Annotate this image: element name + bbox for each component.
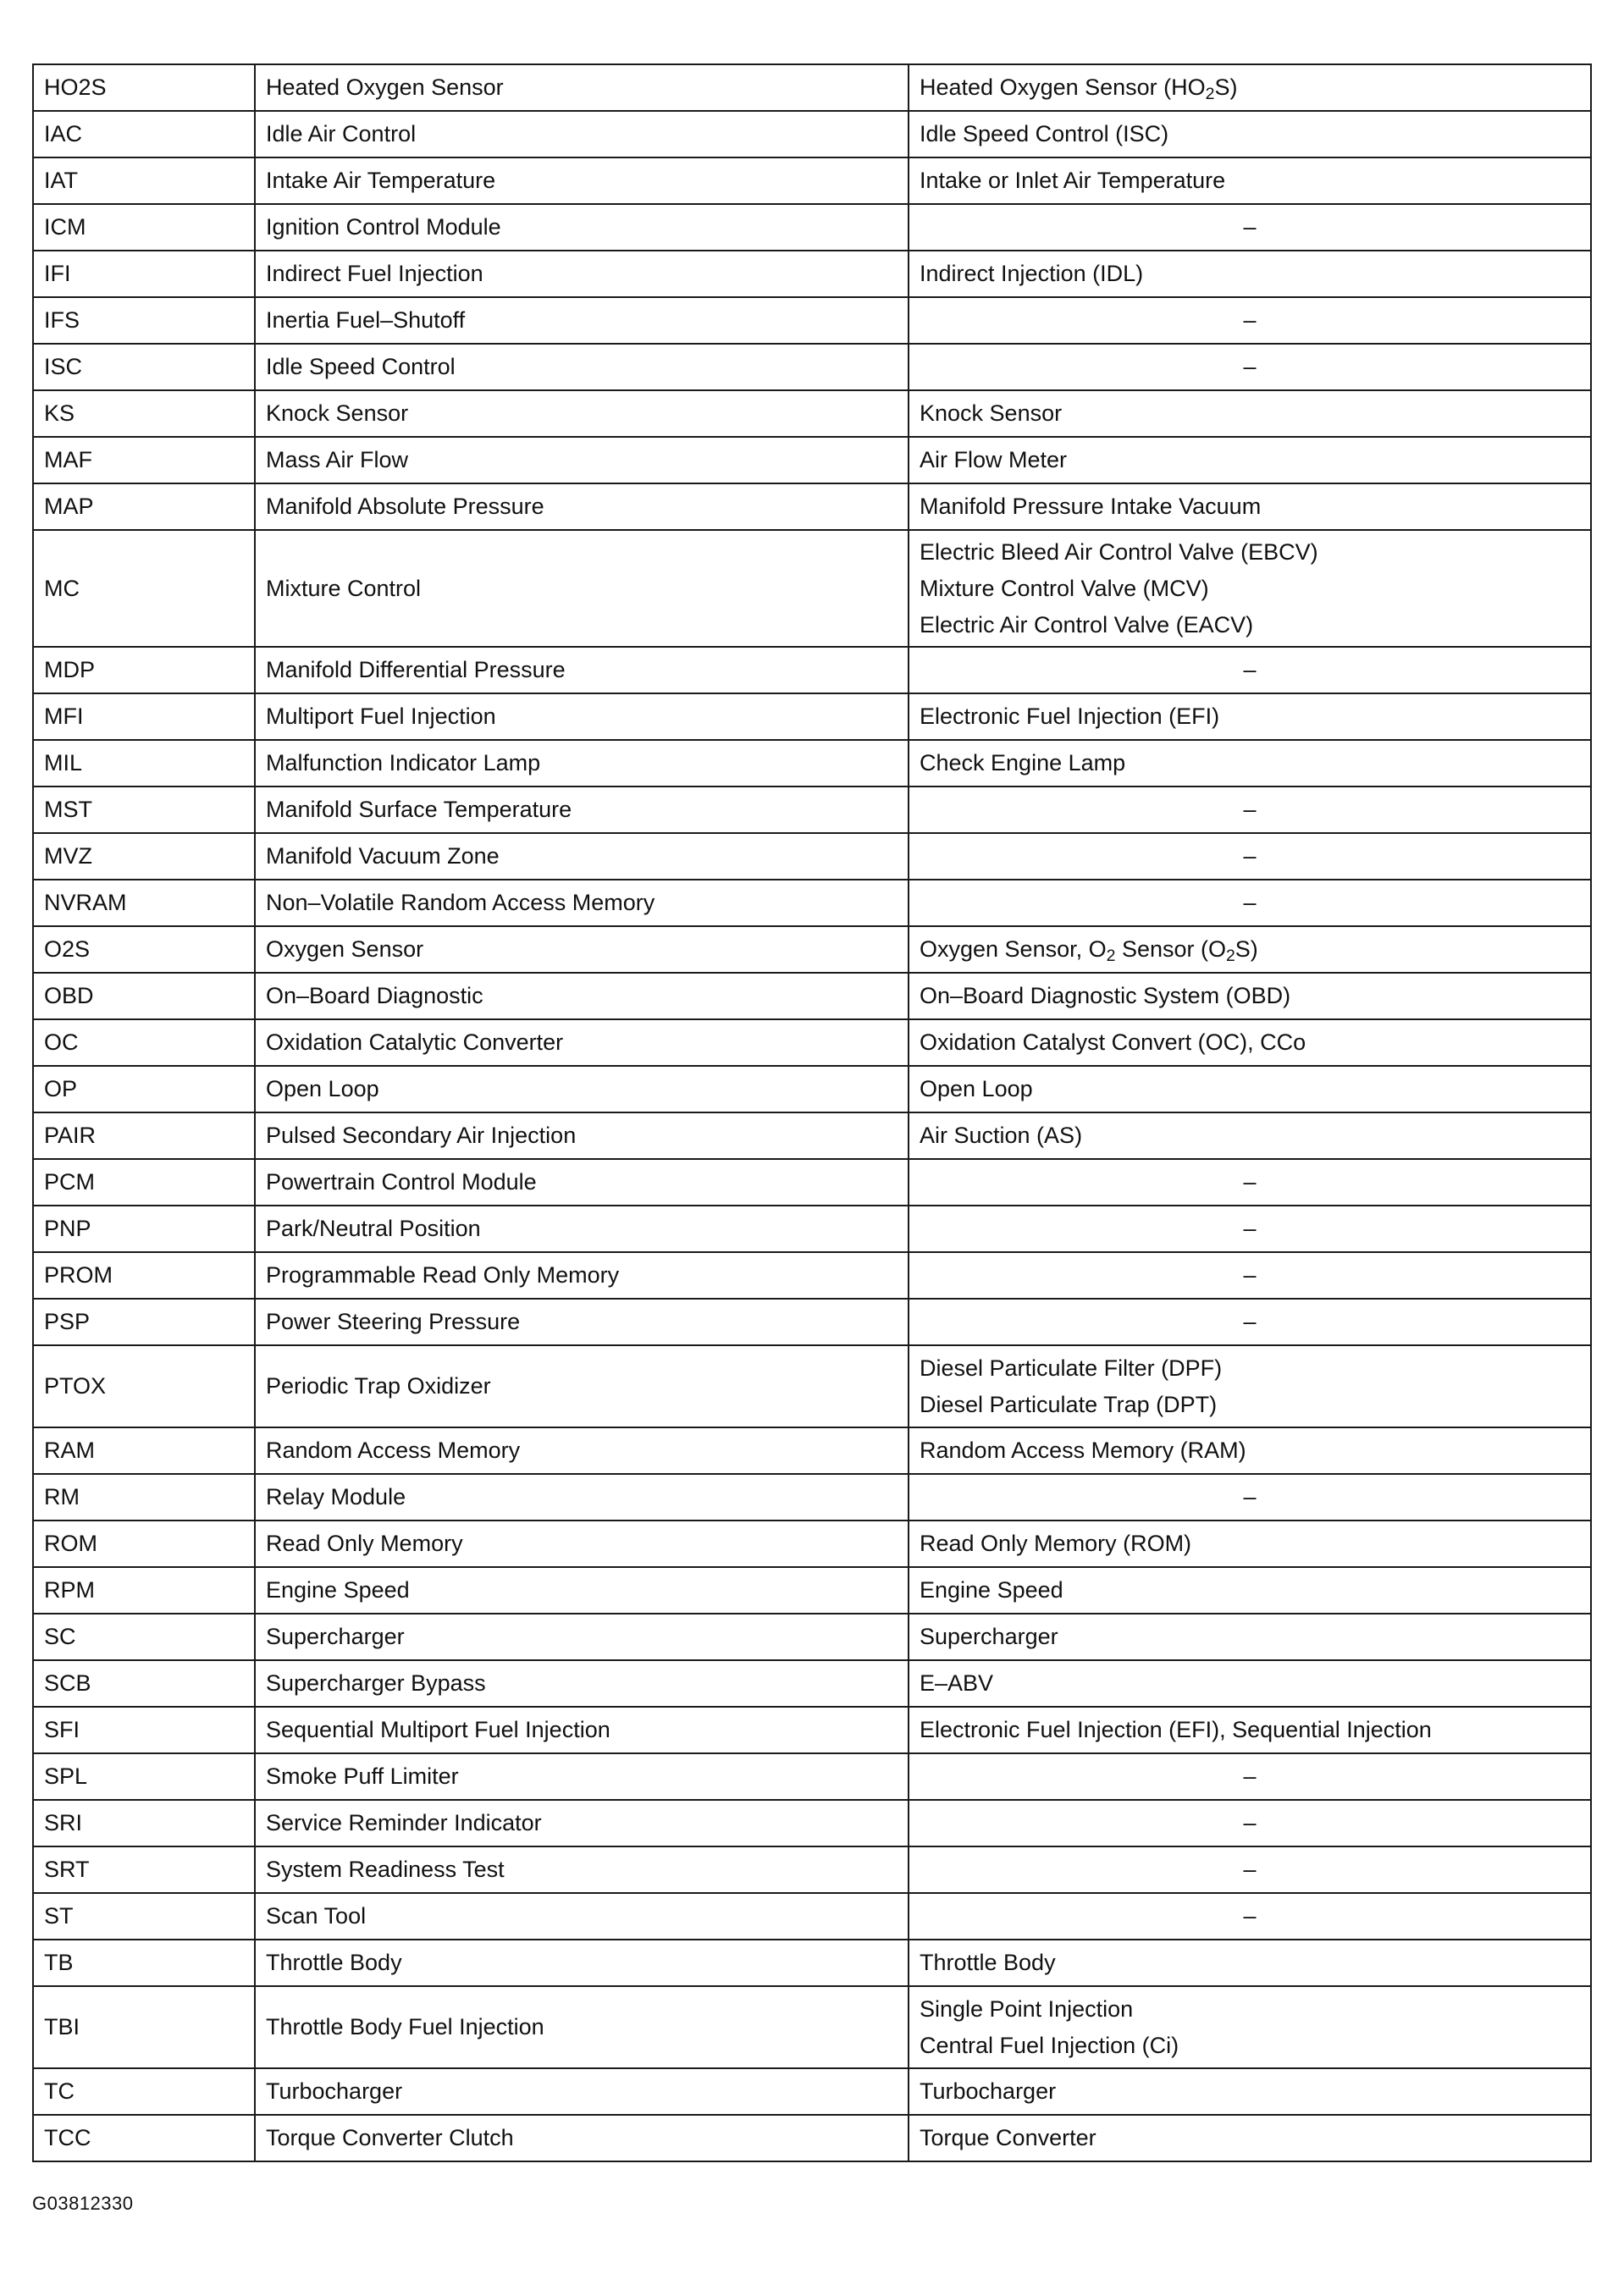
abbreviation-cell: RM	[33, 1474, 255, 1521]
equivalent-line: –	[1243, 1262, 1257, 1288]
table-row	[33, 2068, 1591, 2115]
equivalent-line: Manifold Pressure Intake Vacuum	[920, 494, 1262, 519]
equivalent-line: Air Flow Meter	[920, 447, 1068, 472]
abbreviation-cell: ST	[33, 1893, 255, 1940]
table-row	[33, 880, 1591, 926]
abbreviation-cell: ROM	[33, 1521, 255, 1567]
equivalent-cell	[909, 1893, 1591, 1940]
equivalent-cell	[909, 251, 1591, 297]
equivalent-line: Random Access Memory (RAM)	[920, 1438, 1246, 1463]
abbreviation-cell: MVZ	[33, 833, 255, 880]
table-row	[33, 926, 1591, 973]
equivalent-line: –	[1243, 657, 1257, 682]
term-cell: Non–Volatile Random Access Memory	[255, 880, 909, 926]
table-row	[33, 1846, 1591, 1893]
equivalent-line: Air Suction (AS)	[920, 1123, 1083, 1148]
equivalent-line: E–ABV	[920, 1670, 994, 1696]
equivalent-cell	[909, 1206, 1591, 1252]
equivalent-line: –	[1243, 214, 1257, 240]
equivalent-cell	[909, 1614, 1591, 1660]
equivalent-cell	[909, 740, 1591, 787]
abbreviation-cell: IFS	[33, 297, 255, 344]
term-cell: Inertia Fuel–Shutoff	[255, 297, 909, 344]
subscript: 2	[1106, 946, 1116, 965]
abbreviation-cell: SFI	[33, 1707, 255, 1753]
abbreviation-cell: SC	[33, 1614, 255, 1660]
equivalent-line: Open Loop	[920, 1076, 1033, 1101]
subscript: 2	[1205, 84, 1215, 103]
equivalent-line: Electronic Fuel Injection (EFI)	[920, 704, 1220, 729]
table-row	[33, 1427, 1591, 1474]
equivalent-cell	[909, 344, 1591, 390]
text-segment: S)	[1214, 75, 1238, 100]
equivalent-line	[920, 69, 1580, 106]
equivalent-cell	[909, 437, 1591, 483]
term-cell: Power Steering Pressure	[255, 1299, 909, 1345]
term-cell: Park/Neutral Position	[255, 1206, 909, 1252]
table-row	[33, 833, 1591, 880]
abbreviation-cell: MDP	[33, 647, 255, 693]
table-row	[33, 297, 1591, 344]
table-row	[33, 1474, 1591, 1521]
abbreviation-cell: O2S	[33, 926, 255, 973]
table-row	[33, 64, 1591, 111]
equivalent-line: –	[1243, 1216, 1257, 1241]
abbreviation-cell: PCM	[33, 1159, 255, 1206]
equivalent-line: Central Fuel Injection (Ci)	[920, 2032, 1179, 2058]
equivalent-cell	[909, 926, 1591, 973]
abbreviation-cell: MAF	[33, 437, 255, 483]
equivalent-cell	[909, 483, 1591, 530]
abbreviation-cell: PROM	[33, 1252, 255, 1299]
abbreviation-cell: PAIR	[33, 1112, 255, 1159]
abbreviation-cell: ICM	[33, 204, 255, 251]
table-row	[33, 390, 1591, 437]
equivalent-line: –	[1243, 1857, 1257, 1882]
equivalent-line: Supercharger	[920, 1624, 1058, 1649]
abbreviation-cell: MFI	[33, 693, 255, 740]
term-cell: Throttle Body Fuel Injection	[255, 1986, 909, 2068]
equivalent-cell	[909, 647, 1591, 693]
abbreviation-cell: MST	[33, 787, 255, 833]
equivalent-line: Indirect Injection (IDL)	[920, 261, 1144, 286]
abbreviation-cell: SRI	[33, 1800, 255, 1846]
equivalent-cell	[909, 530, 1591, 647]
table-row	[33, 437, 1591, 483]
term-cell: Random Access Memory	[255, 1427, 909, 1474]
equivalent-line: Engine Speed	[920, 1577, 1063, 1603]
table-row	[33, 1066, 1591, 1112]
abbreviation-cell: SRT	[33, 1846, 255, 1893]
equivalent-line: Intake or Inlet Air Temperature	[920, 168, 1226, 193]
abbreviation-cell: MAP	[33, 483, 255, 530]
text-segment: Oxygen Sensor, O	[920, 936, 1107, 962]
term-cell: Relay Module	[255, 1474, 909, 1521]
abbreviation-cell: PSP	[33, 1299, 255, 1345]
equivalent-line: –	[1243, 1309, 1257, 1334]
equivalent-cell	[909, 833, 1591, 880]
equivalent-line: –	[1243, 890, 1257, 915]
subscript: 2	[1225, 946, 1235, 965]
equivalent-cell	[909, 2115, 1591, 2161]
term-cell: Periodic Trap Oxidizer	[255, 1345, 909, 1427]
term-cell: Heated Oxygen Sensor	[255, 64, 909, 111]
abbreviation-cell: TB	[33, 1940, 255, 1986]
table-row	[33, 1299, 1591, 1345]
term-cell: Supercharger Bypass	[255, 1660, 909, 1707]
term-cell: System Readiness Test	[255, 1846, 909, 1893]
table-row	[33, 1940, 1591, 1986]
abbreviation-cell: IAT	[33, 157, 255, 204]
equivalent-cell	[909, 64, 1591, 111]
equivalent-cell	[909, 1986, 1591, 2068]
equivalent-cell	[909, 693, 1591, 740]
table-row	[33, 1986, 1591, 2068]
table-row	[33, 1800, 1591, 1846]
table-row	[33, 1252, 1591, 1299]
text-segment: Sensor (O	[1115, 936, 1226, 962]
equivalent-cell	[909, 1800, 1591, 1846]
figure-code: G03812330	[32, 2193, 134, 2214]
text-segment: S)	[1235, 936, 1258, 962]
term-cell: Throttle Body	[255, 1940, 909, 1986]
abbreviation-cell: TCC	[33, 2115, 255, 2161]
term-cell: Open Loop	[255, 1066, 909, 1112]
table-row	[33, 1893, 1591, 1940]
equivalent-line: Idle Speed Control (ISC)	[920, 121, 1169, 146]
abbreviation-cell: IAC	[33, 111, 255, 157]
equivalent-line: Single Point Injection	[920, 1995, 1134, 2022]
term-cell: Smoke Puff Limiter	[255, 1753, 909, 1800]
table-body	[33, 64, 1591, 2161]
term-cell: Manifold Vacuum Zone	[255, 833, 909, 880]
equivalent-cell	[909, 297, 1591, 344]
term-cell: Pulsed Secondary Air Injection	[255, 1112, 909, 1159]
term-cell: Manifold Absolute Pressure	[255, 483, 909, 530]
abbreviation-cell: SCB	[33, 1660, 255, 1707]
abbreviation-cell: IFI	[33, 251, 255, 297]
term-cell: Turbocharger	[255, 2068, 909, 2115]
term-cell: Multiport Fuel Injection	[255, 693, 909, 740]
term-cell: Malfunction Indicator Lamp	[255, 740, 909, 787]
abbreviation-cell: SPL	[33, 1753, 255, 1800]
equivalent-line: On–Board Diagnostic System (OBD)	[920, 983, 1291, 1008]
table-row	[33, 1112, 1591, 1159]
equivalent-cell	[909, 1474, 1591, 1521]
table-row	[33, 111, 1591, 157]
term-cell: Torque Converter Clutch	[255, 2115, 909, 2161]
abbreviation-cell: OBD	[33, 973, 255, 1019]
term-cell: Powertrain Control Module	[255, 1159, 909, 1206]
abbreviation-table	[32, 63, 1592, 2162]
term-cell: Mixture Control	[255, 530, 909, 647]
equivalent-cell	[909, 973, 1591, 1019]
equivalent-cell	[909, 1753, 1591, 1800]
abbreviation-cell: PNP	[33, 1206, 255, 1252]
equivalent-line: –	[1243, 354, 1257, 379]
term-cell: Sequential Multiport Fuel Injection	[255, 1707, 909, 1753]
equivalent-cell	[909, 1345, 1591, 1427]
term-cell: Knock Sensor	[255, 390, 909, 437]
equivalent-line: –	[1243, 843, 1257, 869]
equivalent-line: Electric Air Control Valve (EACV)	[920, 611, 1254, 637]
equivalent-line: –	[1243, 307, 1257, 333]
table-row	[33, 530, 1591, 647]
term-cell: Indirect Fuel Injection	[255, 251, 909, 297]
equivalent-cell	[909, 1660, 1591, 1707]
term-cell: Scan Tool	[255, 1893, 909, 1940]
equivalent-cell	[909, 1112, 1591, 1159]
table-row	[33, 1345, 1591, 1427]
equivalent-line: –	[1243, 1763, 1257, 1789]
equivalent-line: –	[1243, 1810, 1257, 1835]
table-row	[33, 1019, 1591, 1066]
abbreviation-cell: MIL	[33, 740, 255, 787]
equivalent-line: –	[1243, 1484, 1257, 1510]
table-row	[33, 740, 1591, 787]
table-row	[33, 1521, 1591, 1567]
equivalent-cell	[909, 1299, 1591, 1345]
abbreviation-cell: TC	[33, 2068, 255, 2115]
equivalent-line: Turbocharger	[920, 2078, 1057, 2104]
equivalent-cell	[909, 1159, 1591, 1206]
table-row	[33, 251, 1591, 297]
term-cell: Oxygen Sensor	[255, 926, 909, 973]
equivalent-cell	[909, 1019, 1591, 1066]
term-cell: Manifold Differential Pressure	[255, 647, 909, 693]
equivalent-line: Electronic Fuel Injection (EFI), Sequential Injection	[920, 1717, 1432, 1742]
equivalent-line: Mixture Control Valve (MCV)	[920, 575, 1209, 601]
table-row	[33, 973, 1591, 1019]
abbreviation-cell: MC	[33, 530, 255, 647]
term-cell: Engine Speed	[255, 1567, 909, 1614]
equivalent-line: Knock Sensor	[920, 400, 1063, 426]
text-segment: Heated Oxygen Sensor (HO	[920, 75, 1206, 100]
table-row	[33, 693, 1591, 740]
equivalent-line: –	[1243, 1903, 1257, 1929]
table-row	[33, 1567, 1591, 1614]
equivalent-cell	[909, 390, 1591, 437]
equivalent-cell	[909, 1427, 1591, 1474]
term-cell: Ignition Control Module	[255, 204, 909, 251]
equivalent-cell	[909, 1521, 1591, 1567]
table-row	[33, 1707, 1591, 1753]
equivalent-cell	[909, 157, 1591, 204]
term-cell: Intake Air Temperature	[255, 157, 909, 204]
abbreviation-cell: HO2S	[33, 64, 255, 111]
equivalent-cell	[909, 880, 1591, 926]
equivalent-line: Read Only Memory (ROM)	[920, 1531, 1192, 1556]
term-cell: Idle Speed Control	[255, 344, 909, 390]
equivalent-cell	[909, 204, 1591, 251]
term-cell: Oxidation Catalytic Converter	[255, 1019, 909, 1066]
term-cell: Mass Air Flow	[255, 437, 909, 483]
equivalent-cell	[909, 1567, 1591, 1614]
abbreviation-cell: TBI	[33, 1986, 255, 2068]
table-row	[33, 483, 1591, 530]
term-cell: Supercharger	[255, 1614, 909, 1660]
term-cell: Idle Air Control	[255, 111, 909, 157]
table-row	[33, 157, 1591, 204]
table-row	[33, 787, 1591, 833]
table-row	[33, 204, 1591, 251]
table-row	[33, 1753, 1591, 1800]
term-cell: Programmable Read Only Memory	[255, 1252, 909, 1299]
equivalent-line: Oxidation Catalyst Convert (OC), CCo	[920, 1029, 1306, 1055]
equivalent-line	[920, 931, 1580, 968]
equivalent-cell	[909, 1252, 1591, 1299]
equivalent-cell	[909, 1846, 1591, 1893]
abbreviation-cell: NVRAM	[33, 880, 255, 926]
equivalent-line: Diesel Particulate Filter (DPF)	[920, 1355, 1223, 1381]
equivalent-line: Check Engine Lamp	[920, 750, 1126, 775]
equivalent-cell	[909, 1940, 1591, 1986]
equivalent-cell	[909, 2068, 1591, 2115]
abbreviation-cell: RAM	[33, 1427, 255, 1474]
abbreviation-cell: PTOX	[33, 1345, 255, 1427]
table-row	[33, 1660, 1591, 1707]
term-cell: Manifold Surface Temperature	[255, 787, 909, 833]
abbreviation-cell: ISC	[33, 344, 255, 390]
equivalent-line: –	[1243, 1169, 1257, 1195]
abbreviation-cell: RPM	[33, 1567, 255, 1614]
term-cell: Read Only Memory	[255, 1521, 909, 1567]
equivalent-line: Electric Bleed Air Control Valve (EBCV)	[920, 538, 1318, 565]
equivalent-cell	[909, 1066, 1591, 1112]
table-row	[33, 1614, 1591, 1660]
equivalent-cell	[909, 787, 1591, 833]
table-row	[33, 1206, 1591, 1252]
table-row	[33, 647, 1591, 693]
equivalent-cell	[909, 111, 1591, 157]
equivalent-line: Torque Converter	[920, 2125, 1096, 2150]
abbreviation-cell: OC	[33, 1019, 255, 1066]
table-row	[33, 344, 1591, 390]
table-row	[33, 1159, 1591, 1206]
equivalent-cell	[909, 1707, 1591, 1753]
equivalent-line: –	[1243, 797, 1257, 822]
term-cell: Service Reminder Indicator	[255, 1800, 909, 1846]
equivalent-line: Diesel Particulate Trap (DPT)	[920, 1391, 1218, 1417]
table-row	[33, 2115, 1591, 2161]
abbreviation-cell: KS	[33, 390, 255, 437]
term-cell: On–Board Diagnostic	[255, 973, 909, 1019]
abbreviation-cell: OP	[33, 1066, 255, 1112]
equivalent-line: Throttle Body	[920, 1950, 1056, 1975]
